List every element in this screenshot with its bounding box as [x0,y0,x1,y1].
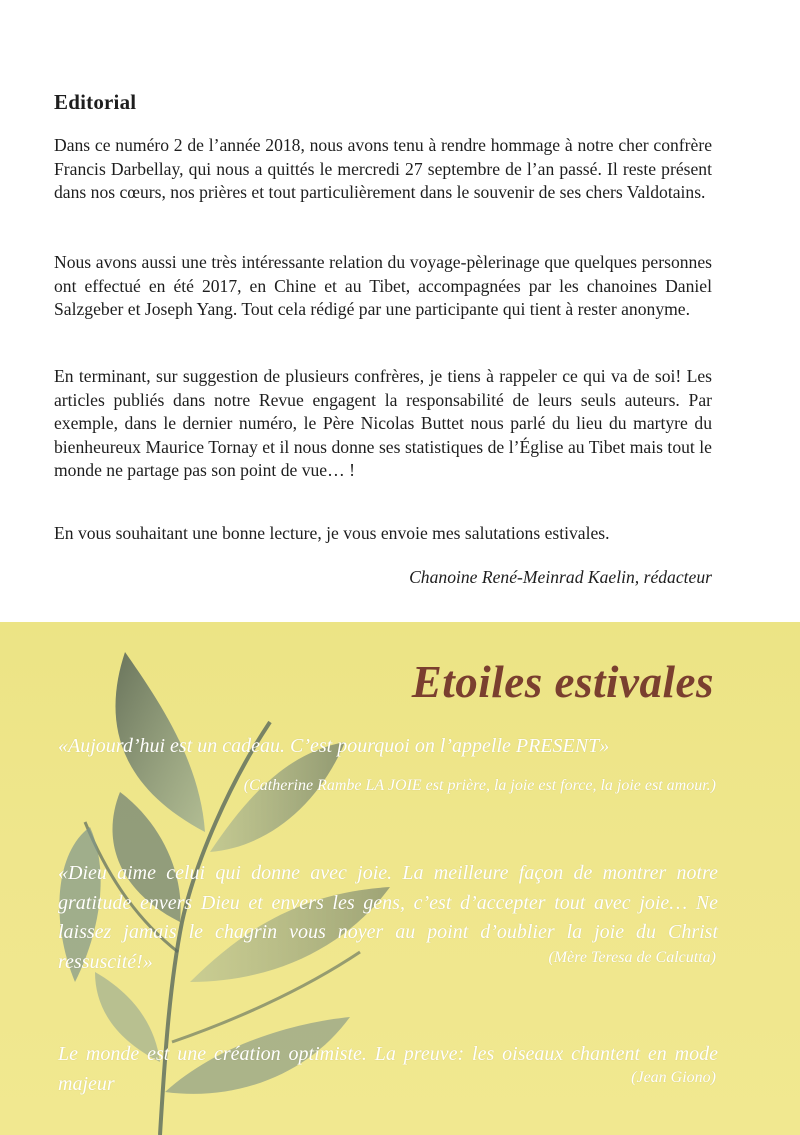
quote-3-source: (Jean Giono) [631,1069,716,1086]
editorial-paragraph-1: Dans ce numéro 2 de l’année 2018, nous avons tenu à rendre hommage à notre cher confrère Francis Darbellay, qui nous a quittés le mercredi 27 septembre de l’an passé. Il reste présent dans nos cœurs, nos prières et tout particulièrement dans le souvenir de ses chers Valdotains. [54,135,712,203]
editorial-paragraph-4: En vous souhaitant une bonne lecture, je vous envoie mes salutations estivales. [54,523,610,543]
editorial-paragraph-2: Nous avons aussi une très intéressante relation du voyage-pèlerinage que quelques personnes ont effectué en été 2017, en Chine et au Tibet, accompagnées par les chanoines Daniel Salzgeber et Joseph Yang. Tout cela rédigé par une participante qui tient à rester anonyme. [54,252,712,320]
quote-2-source: (Mère Teresa de Calcutta) [548,949,716,966]
editorial-paragraph-3: En terminant, sur suggestion de plusieurs confrères, je tiens à rappeler ce qui va de soi! Les articles publiés dans notre Revue engagent la responsabilité de leurs seuls auteurs. Par exemple, dans le dernier numéro, le Père Nicolas Buttet nous parlé du lieu du martyre du bienheureux Maurice Tornay et il nous donne ses statistiques de l’Église au Tibet mais tout le monde ne partage pas son point de vue… ! [54,366,712,481]
quote-1-source: (Catherine Rambe LA JOIE est prière, la joie est force, la joie est amour.) [243,777,716,794]
estivales-panel [0,622,800,1135]
editorial-signature: Chanoine René-Meinrad Kaelin, rédacteur [409,567,712,587]
quote-2-text: «Dieu aime celui qui donne avec joie. La meilleure façon de montrer notre gratitude envers Dieu et envers les gens, c’est d’accepter tout avec joie… Ne laissez jamais le chagrin vous noyer au point d’oublier la joie du Christ ressuscité!» [58,862,718,973]
quote-3-text: Le monde est une création optimiste. La preuve: les oiseaux chantent en mode majeur [58,1043,718,1095]
estivales-title: Etoiles estivales [411,657,714,707]
editorial-heading: Editorial [54,90,137,114]
quote-1-text: «Aujourd’hui est un cadeau. C’est pourquoi on l’appelle PRESENT» [58,735,610,757]
